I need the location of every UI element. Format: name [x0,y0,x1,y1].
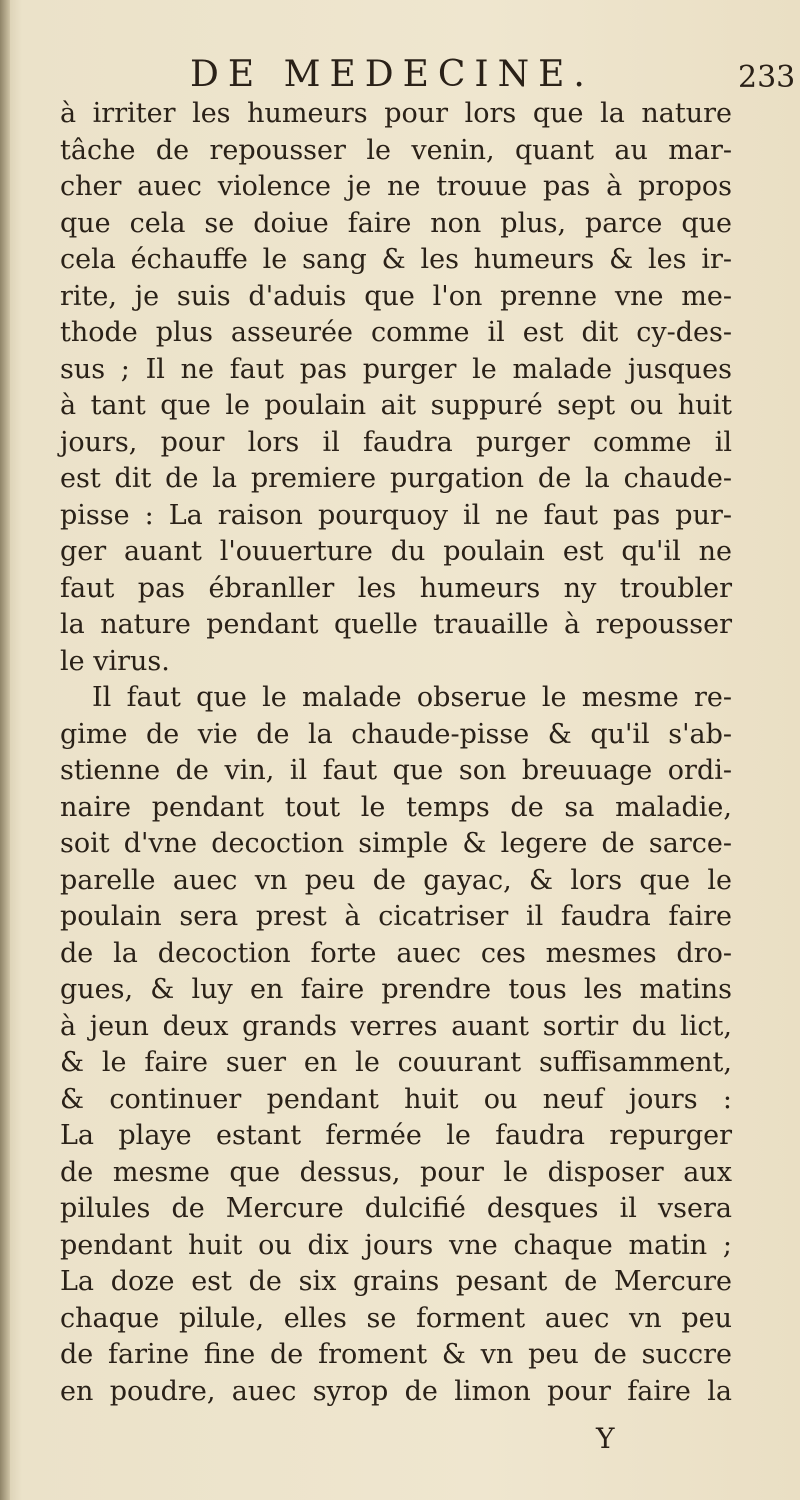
text-line: ger auant l'ouuerture du poulain est qu'il ne [60,536,732,567]
text-line: est dit de la premiere purgation de la chaude- [60,463,732,494]
page-number: 233 [738,60,796,95]
page-header [0,50,800,96]
running-title: DE MEDECINE. [190,54,594,95]
text-line: La doze est de six grains pesant de Mercure [60,1266,732,1297]
text-line: chaque pilule, elles se forment auec vn peu [60,1302,732,1334]
text-line: stienne de vin, il faut que son breuuage ordi- [60,755,732,786]
body-text [60,96,732,1410]
text-line: poulain sera prest à cicatriser il faudra faire [60,901,732,932]
text-line: & continuer pendant huit ou neuf jours : [60,1083,732,1115]
text-line: & le faire suer en le couurant suffisamment, [60,1047,732,1078]
text-line: cela échauffe le sang & les humeurs & les ir- [60,244,732,275]
text-line: faut pas ébranller les humeurs ny troubler [60,572,732,604]
text-line: la nature pendant quelle trauaille à repousser [60,609,732,640]
text-line: le virus. [60,645,170,677]
text-line: gues, & luy en faire prendre tous les matins [60,974,732,1005]
text-line: naire pendant tout le temps de sa maladie, [60,791,732,823]
text-line: à tant que le poulain ait suppuré sept ou huit [60,390,732,421]
signature-mark: Y [596,1422,615,1455]
text-line: thode plus asseurée comme il est dit cy-des- [60,317,732,348]
text-line: Il faut que le malade obserue le mesme re- [92,682,732,713]
text-line: pisse : La raison pourquoy il ne faut pas pur- [60,499,732,531]
text-line: tâche de repousser le venin, quant au mar- [60,134,732,166]
text-line: que cela se doiue faire non plus, parce que [60,207,732,239]
text-line: parelle auec vn peu de gayac, & lors que le [60,864,732,896]
text-line: soit d'vne decoction simple & legere de sarce- [60,828,732,859]
text-line: La playe estant fermée le faudra repurger [60,1120,732,1151]
text-line: jours, pour lors il faudra purger comme il [60,426,732,458]
text-line: cher auec violence je ne trouue pas à propos [60,171,732,202]
text-line: gime de vie de la chaude-pisse & qu'il s'ab- [60,718,732,750]
text-line: rite, je suis d'aduis que l'on prenne vne me- [60,280,732,312]
text-line: à irriter les humeurs pour lors que la nature [60,98,732,129]
text-line: de farine fine de froment & vn peu de succre [60,1339,732,1370]
text-line: en poudre, auec syrop de limon pour faire la [60,1375,732,1407]
text-line: de mesme que dessus, pour le disposer aux [60,1156,732,1188]
text-line: sus ; Il ne faut pas purger le malade jusques [60,353,732,385]
text-line: de la decoction forte auec ces mesmes dro- [60,937,732,969]
text-line: pendant huit ou dix jours vne chaque matin ; [60,1229,732,1261]
text-line: pilules de Mercure dulcifié desques il vsera [60,1193,732,1224]
page-gutter [0,0,10,1500]
text-line: à jeun deux grands verres auant sortir du lict, [60,1010,732,1042]
